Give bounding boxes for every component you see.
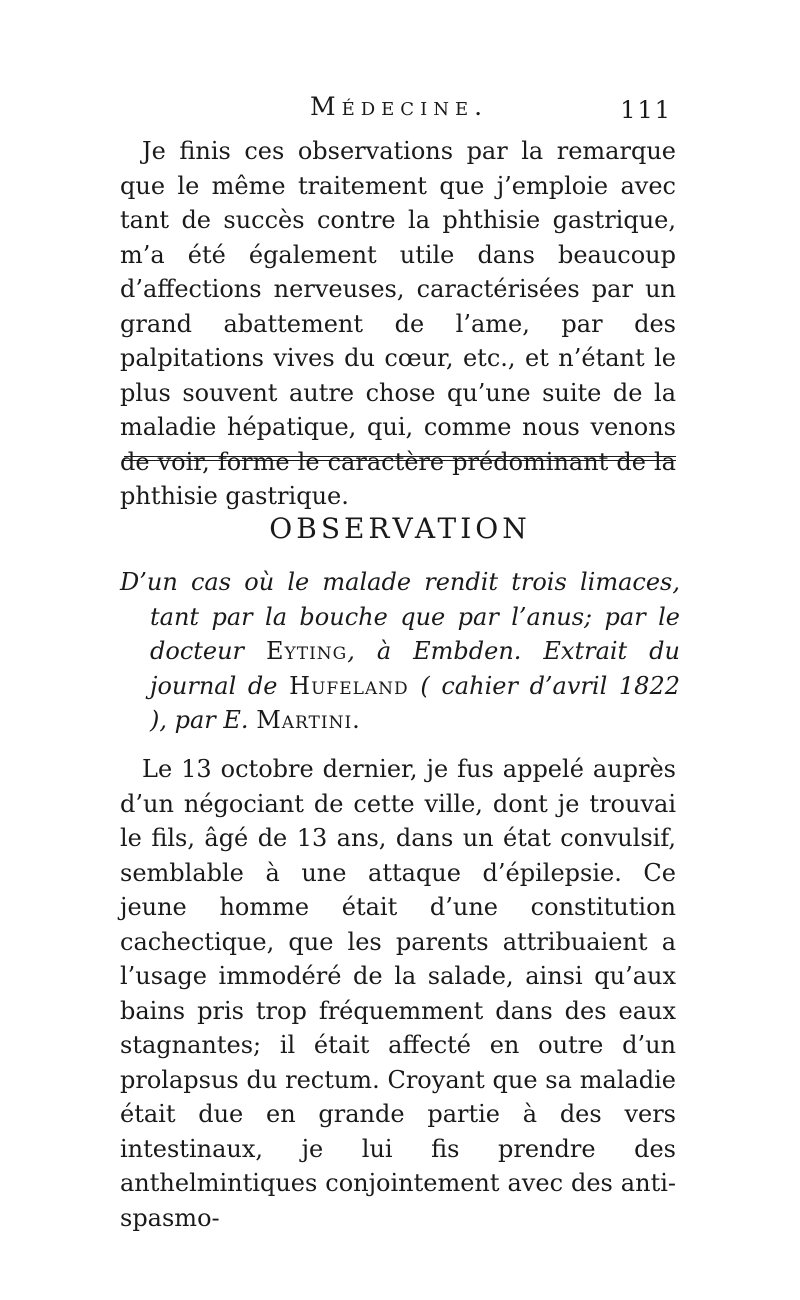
author-name-eyting: Eyting	[266, 637, 348, 665]
page-number: 111	[620, 96, 672, 124]
running-head	[120, 92, 680, 132]
running-title: Médecine.	[310, 92, 489, 121]
author-name-martini: Martini.	[256, 706, 361, 734]
section-title: OBSERVATION	[269, 512, 531, 545]
subtitle-text-2: , à Embden. Extrait du journal de	[150, 637, 680, 700]
divider-rule-top	[124, 456, 676, 457]
intro-paragraph: Je finis ces observations par la remarque que le même traitement que j’emploie avec tant de succès contre la phthisie gastrique, m’a été également utile dans beaucoup d’affections nerveuses, caractérisées par un grand abattement de l’ame, par des palpitations vives du cœur, etc., et n’étant le plus souvent autre chose qu’une suite de la maladie hépatique, qui, comme nous venons de voir, forme le caractère prédominant de la phthisie gastrique.	[120, 137, 676, 510]
divider-rule-bottom	[124, 460, 676, 461]
author-name-hufeland: Hufeland	[289, 671, 409, 700]
subtitle-text-1: D’un cas où le malade rendit trois limaces, tant par la bouche que par l’anus; par le docteur	[120, 568, 680, 665]
body-paragraph: Le 13 octobre dernier, je fus appelé auprès d’un négociant de cette ville, dont je trouvai le fils, âgé de 13 ans, dans un état convulsif, semblable à une attaque d’épilepsie. Ce jeune homme était d’une constitution cachectique, que les parents attribuaient a l’usage immodéré de la salade, ainsi qu’aux bains pris trop fréquemment dans des eaux stagnantes; il était affecté en outre d’un prolapsus du rectum. Croyant que sa maladie était due en grande partie à des vers intestinaux, je lui fis prendre des anthelmintiques conjointement avec des anti-spasmo-	[120, 755, 676, 1232]
section-divider	[124, 456, 676, 464]
section-subtitle	[120, 565, 680, 738]
subtitle-text-3: ( cahier d’avril 1822 ), par E.	[150, 671, 680, 734]
